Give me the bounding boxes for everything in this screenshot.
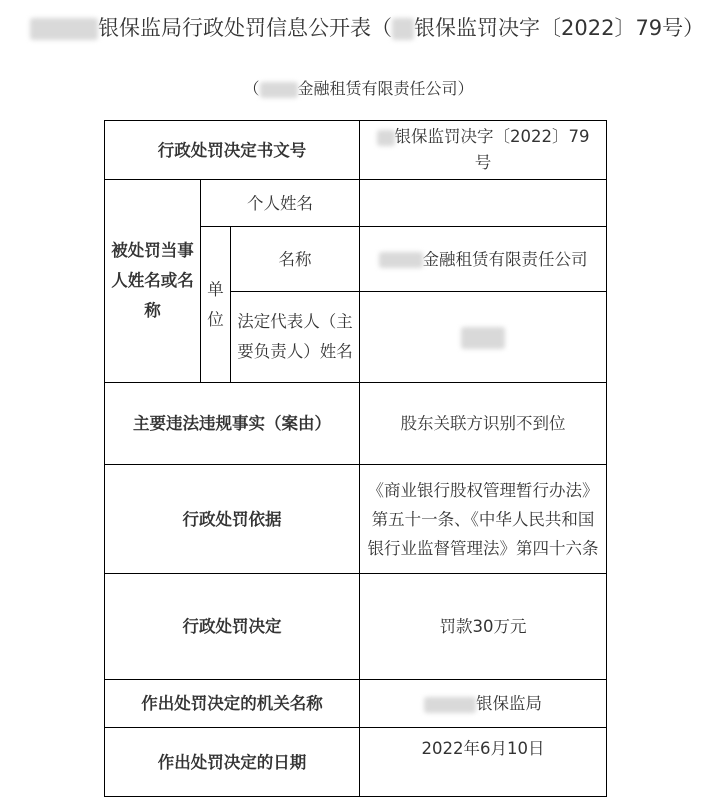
company-subtitle bbox=[0, 76, 717, 99]
doc-no-line2: 号 bbox=[474, 153, 492, 172]
decision-value: 罚款30万元 bbox=[360, 574, 607, 680]
authority-value bbox=[360, 680, 607, 728]
individual-label: 个人姓名 bbox=[201, 180, 360, 227]
facts-value: 股东关联方识别不到位 bbox=[360, 383, 607, 465]
doc-no-label: 行政处罚决定书文号 bbox=[105, 121, 360, 180]
authority-value-text: 银保监局 bbox=[476, 694, 542, 713]
subtitle-open: （ bbox=[243, 79, 260, 98]
name-value-text: 金融租赁有限责任公司 bbox=[422, 249, 588, 269]
date-value: 2022年6月10日 bbox=[360, 728, 607, 797]
title-text-2: 银保监罚决字〔2022〕79号） bbox=[414, 16, 705, 40]
name-value bbox=[360, 227, 607, 292]
individual-value bbox=[360, 180, 607, 227]
legal-rep-value bbox=[360, 292, 607, 383]
decision-label: 行政处罚决定 bbox=[105, 574, 360, 680]
penalty-info-table bbox=[104, 120, 607, 797]
subtitle-text: 金融租赁有限责任公司） bbox=[297, 79, 474, 98]
title-text-1: 银保监局行政处罚信息公开表（ bbox=[98, 16, 392, 40]
authority-label: 作出处罚决定的机关名称 bbox=[105, 680, 360, 728]
redacted-region bbox=[392, 18, 414, 40]
redacted-region bbox=[260, 82, 298, 98]
legal-rep-label: 法定代表人（主要负责人）姓名 bbox=[231, 292, 360, 383]
date-label: 作出处罚决定的日期 bbox=[105, 728, 360, 797]
redacted-region bbox=[379, 252, 423, 268]
unit-label: 单位 bbox=[201, 227, 231, 383]
redacted-region bbox=[30, 18, 98, 40]
doc-no-line1: 银保监罚决字〔2022〕79 bbox=[394, 127, 590, 146]
redacted-region bbox=[377, 130, 395, 146]
basis-value: 《商业银行股权管理暂行办法》第五十一条、《中华人民共和国银行业监督管理法》第四十六条 bbox=[360, 465, 607, 574]
party-label: 被处罚当事人姓名或名称 bbox=[105, 180, 201, 383]
basis-label: 行政处罚依据 bbox=[105, 465, 360, 574]
facts-label: 主要违法违规事实（案由） bbox=[105, 383, 360, 465]
redacted-region bbox=[461, 327, 505, 349]
page-title bbox=[0, 12, 717, 42]
redacted-region bbox=[424, 697, 476, 713]
name-label: 名称 bbox=[231, 227, 360, 292]
doc-no-value bbox=[360, 121, 607, 180]
